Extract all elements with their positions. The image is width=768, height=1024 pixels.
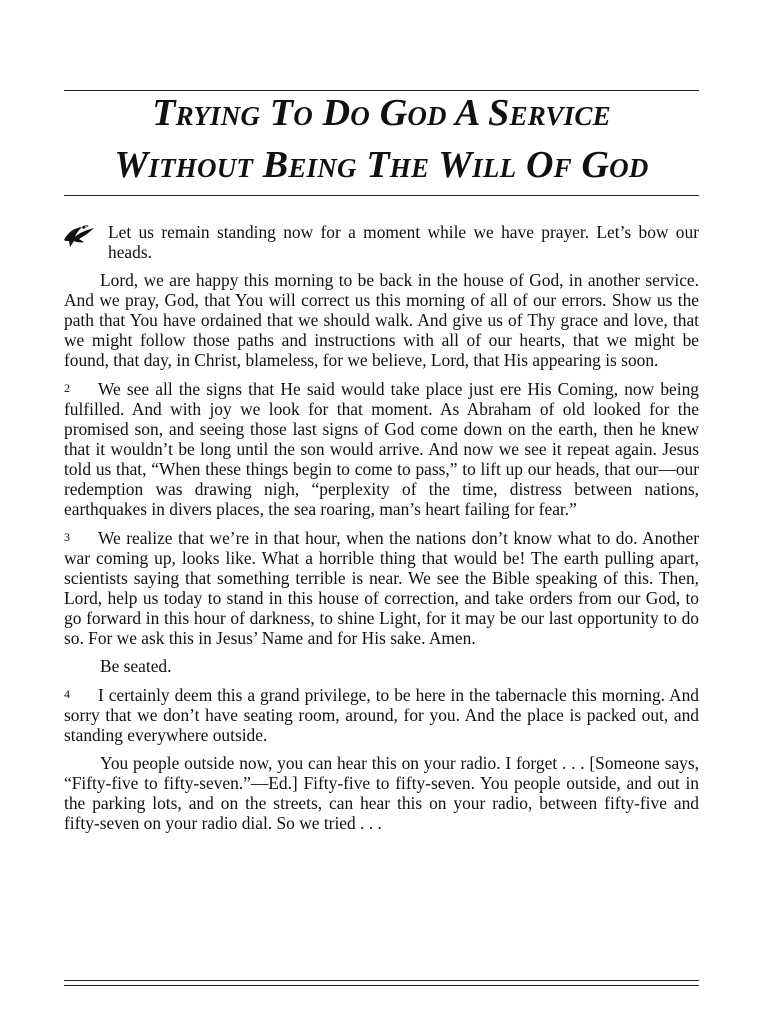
paragraph-text: We see all the signs that He said would take place just ere His Coming, now being fulfilled. And with joy we look for that moment. As Abraham of old looked for the promised son, and seeing those last signs of God come down on the earth, then he knew that it wouldn’t be long until the son would arrive. And now we see it repeat again. Jesus told us that, “When these things begin to come to pass,” to lift up our heads, that our—our redemption was drawing nigh, “perplexity of the time, distress between nations, earthquakes in divers places, the sea roaring, man’s heart failing for fear.” bbox=[64, 379, 699, 519]
paragraph-opening bbox=[64, 222, 699, 262]
paragraph-prayer: Lord, we are happy this morning to be back in the house of God, in another service. And we pray, God, that You will correct us this morning of all of our errors. Show us the path that You have ordained that we should walk. And give us of Thy grace and love, that we might follow those paths and instructions with all of our hearts, that we might be found, that day, in Christ, blameless, for we believe, Lord, that His appearing is soon. bbox=[64, 270, 699, 370]
eagle-icon bbox=[62, 222, 98, 250]
paragraph-number: 4 bbox=[64, 687, 70, 701]
document-page bbox=[64, 0, 699, 841]
title-line-1: Trying To Do God A Service bbox=[152, 92, 611, 134]
paragraph-number: 3 bbox=[64, 530, 70, 544]
paragraph-radio: You people outside now, you can hear this on your radio. I forget . . . [Someone says, “Fifty-five to fifty-seven.”—Ed.] Fifty-five to fifty-seven. You people outside, and out in the parking lots, and on the streets, can hear this on your radio, between fifty-five and fifty-seven on your radio dial. So we tried . . . bbox=[64, 753, 699, 833]
paragraph-number: 2 bbox=[64, 381, 70, 395]
paragraph-text: Let us remain standing now for a moment while we have prayer. Let’s bow our heads. bbox=[108, 222, 699, 262]
bottom-rules bbox=[64, 980, 699, 986]
document-body bbox=[64, 222, 699, 833]
bottom-rule-1 bbox=[64, 980, 699, 981]
paragraph-text: I certainly deem this a grand privilege, to be here in the tabernacle this morning. And sorry that we don’t have seating room, around, for you. And the place is packed out, and standing everywhere outside. bbox=[64, 685, 699, 745]
bottom-rule-2 bbox=[64, 985, 699, 986]
paragraph-be-seated: Be seated. bbox=[100, 656, 172, 676]
title-line-2: Without Being The Will Of God bbox=[114, 144, 649, 186]
paragraph-3 bbox=[64, 527, 699, 648]
paragraph-text: We realize that we’re in that hour, when the nations don’t know what to do. Another war coming up, looks like. What a horrible thing that would be! The earth pulling apart, scientists saying that something terrible is near. We see the Bible speaking of this. Then, Lord, help us today to stand in this house of correction, and take orders from our God, to go forward in this hour of darkness, to shine Light, for it may be our last opportunity to do so. For we ask this in Jesus’ Name and for His sake. Amen. bbox=[64, 528, 699, 648]
title-rule bbox=[64, 195, 699, 196]
paragraph-2 bbox=[64, 378, 699, 519]
paragraph-4 bbox=[64, 684, 699, 745]
